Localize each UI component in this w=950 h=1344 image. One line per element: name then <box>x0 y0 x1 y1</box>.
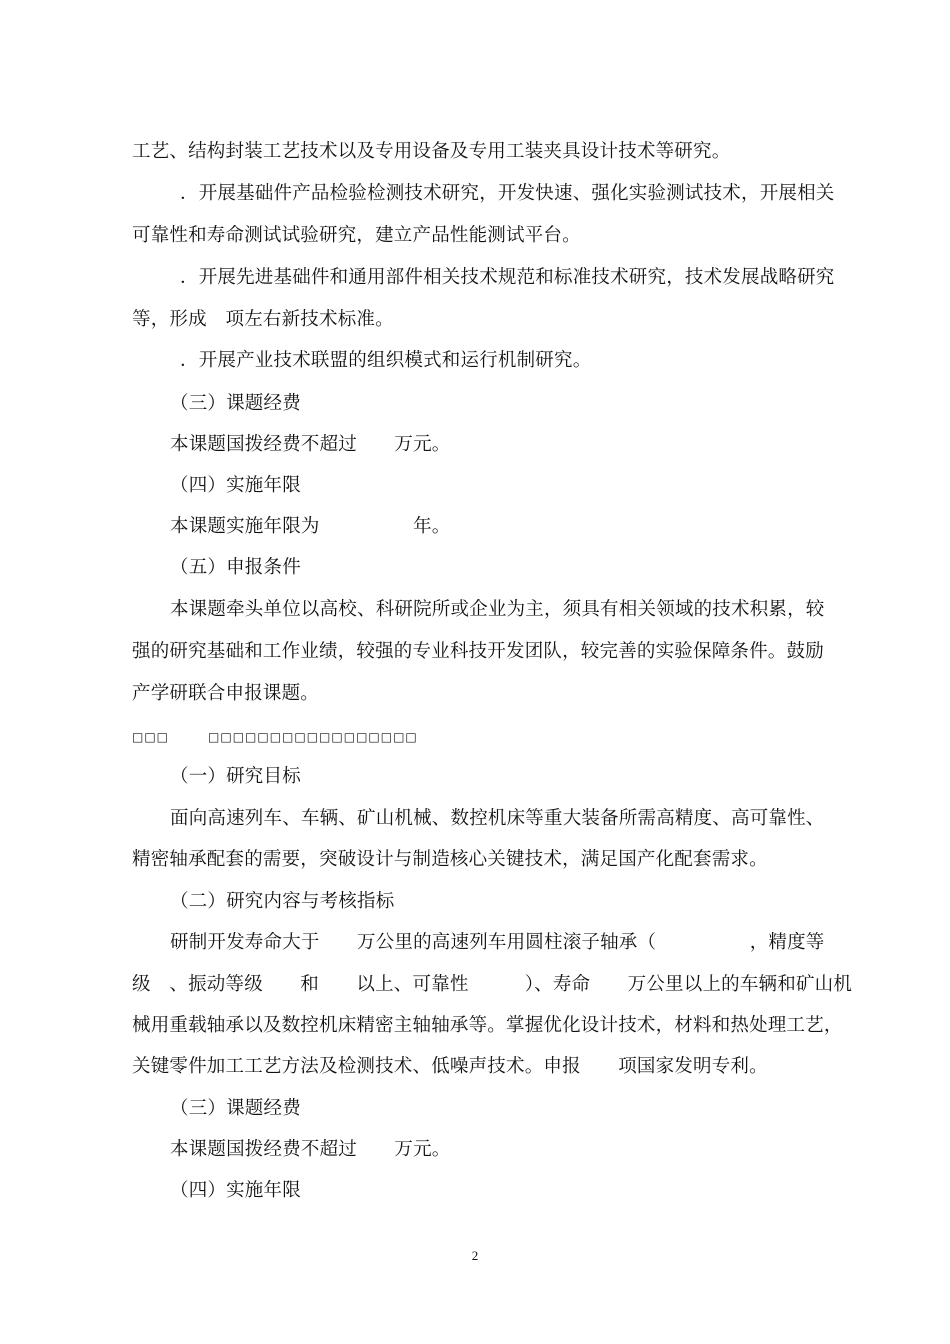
body-line: 本课题实施年限为 年。 <box>170 516 451 537</box>
section-heading: （一）研究目标 <box>170 766 301 787</box>
section-heading: （三）课题经费 <box>170 1098 301 1119</box>
body-line: 本课题国拨经费不超过 万元。 <box>170 1139 451 1160</box>
body-line: 械用重载轴承以及数控机床精密主轴轴承等。掌握优化设计技术，材料和热处理工艺， <box>132 1015 843 1036</box>
body-line: 等，形成 项左右新技术标准。 <box>132 309 394 330</box>
body-line: 精密轴承配套的需要，突破设计与制造核心关键技术，满足国产化配套需求。 <box>132 849 768 870</box>
body-line: 关键零件加工工艺方法及检测技术、低噪声技术。申报 项国家发明专利。 <box>132 1056 768 1077</box>
body-line: 工艺、结构封装工艺技术以及专用设备及专用工装夹具设计技术等研究。 <box>132 141 731 162</box>
body-line: 研制开发寿命大于 万公里的高速列车用圆柱滚子轴承（ ，精度等 <box>170 932 825 953</box>
section-heading: （三）课题经费 <box>170 393 301 414</box>
body-line: 可靠性和寿命测试试验研究，建立产品性能测试平台。 <box>132 225 581 246</box>
body-line: 本课题牵头单位以高校、科研院所或企业为主，须具有相关领域的技术积累，较 <box>170 599 825 620</box>
body-line: 产学研联合申报课题。 <box>132 683 320 704</box>
section-heading: （二）研究内容与考核指标 <box>170 891 395 912</box>
body-line: 级 、振动等级 和 以上、可靠性 ）、寿命 万公里以上的车辆和矿山机 <box>132 974 853 995</box>
body-line: 本课题国拨经费不超过 万元。 <box>170 434 451 455</box>
section-heading: （四）实施年限 <box>170 1180 301 1201</box>
list-item-line: ．开展产业技术联盟的组织模式和运行机制研究。 <box>180 350 592 371</box>
body-line: 强的研究基础和工作业绩，较强的专业科技开发团队，较完善的实验保障条件。鼓励 <box>132 641 824 662</box>
section-heading: （四）实施年限 <box>170 475 301 496</box>
list-item-line: ．开展基础件产品检验检测技术研究，开发快速、强化实验测试技术，开展相关 <box>180 183 835 204</box>
list-item-line: ．开展先进基础件和通用部件相关技术规范和标准技术研究，技术发展战略研究 <box>180 267 835 288</box>
body-line: 面向高速列车、车辆、矿山机械、数控机床等重大装备所需高精度、高可靠性、 <box>170 808 825 829</box>
garbled-heading: □□□ □□□□□□□□□□□□□□□□□ <box>132 730 418 744</box>
page-number: 2 <box>471 1248 479 1263</box>
section-heading: （五）申报条件 <box>170 557 301 578</box>
